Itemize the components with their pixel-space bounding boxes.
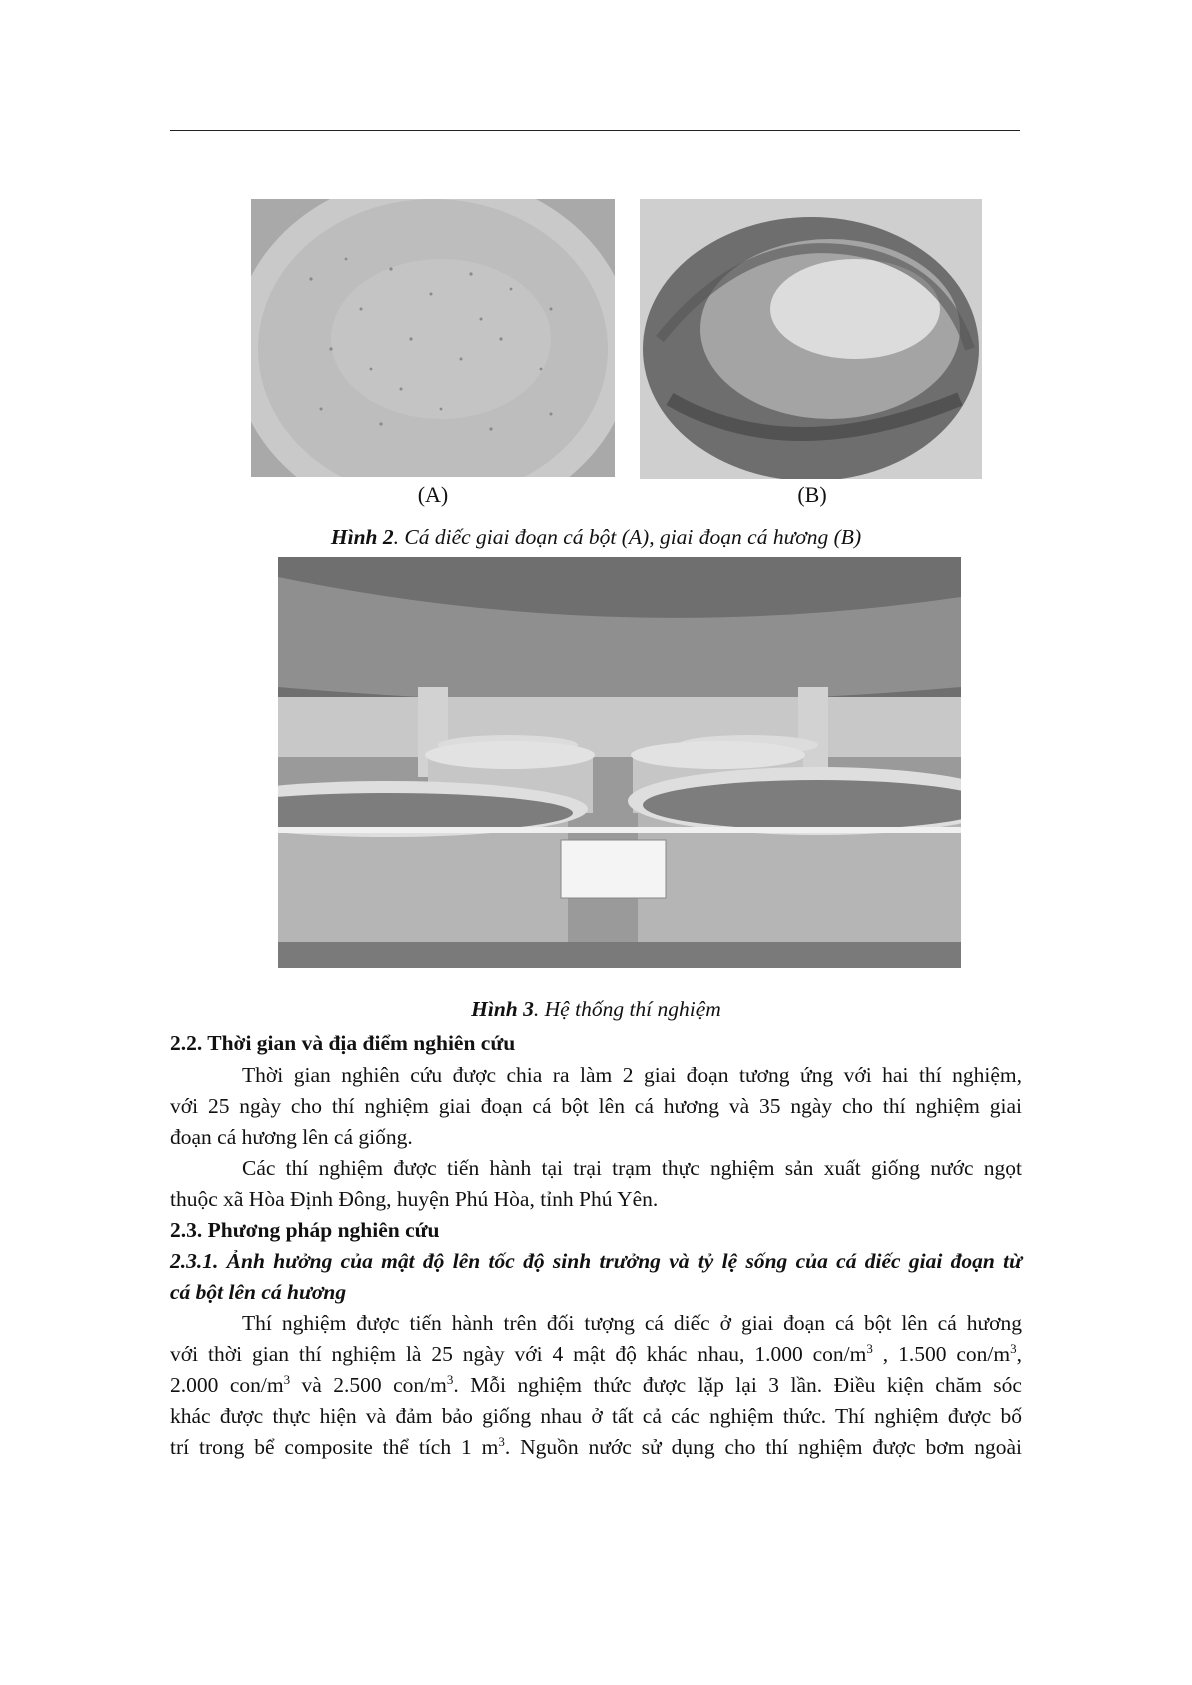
section-2-2-p2-line1: Các thí nghiệm được tiến hành tại trại trạm thực nghiệm sản xuất giống nước ngọt [242,1156,1022,1180]
figure3-caption-text: . Hệ thống thí nghiệm [533,997,721,1021]
section-2-3-line5: trí trong bể composite thể tích 1 $m^3$. Nguồn nước sử dụng cho thí nghiệm được bơm ngoài [170,1433,1023,1459]
section-2-2-p1-line3: đoạn cá hương lên cá giống. [170,1125,413,1149]
figure2-label-b: (B) [797,482,827,507]
section-2-3-heading: 2.3. Phương pháp nghiên cứu [170,1218,440,1242]
figure2-caption [0,525,1192,550]
figure3-caption [0,997,1192,1022]
photo-fry-stage [251,199,615,477]
figure2-label-a: (A) [417,482,449,507]
photo-experiment-system [278,557,961,968]
subsection-2-3-1-line1: 2.3.1. Ảnh hưởng của mật độ lên tốc độ sinh trưởng và tỷ lệ sống của cá diếc giai đoạn từ [170,1249,1022,1273]
section-2-2-p1-line2: với 25 ngày cho thí nghiệm giai đoạn cá bột lên cá hương và 35 ngày cho thí nghiệm giai [170,1094,1022,1118]
figure3-caption-number: Hình 3 [471,997,534,1021]
subsection-2-3-1-line2: cá bột lên cá hương [170,1280,347,1304]
section-2-2-heading: 2.2. Thời gian và địa điểm nghiên cứu [170,1031,516,1055]
section-2-2-p2-line2: thuộc xã Hòa Định Đông, huyện Phú Hòa, tỉnh Phú Yên. [170,1187,659,1211]
section-2-2-p1-line1: Thời gian nghiên cứu được chia ra làm 2 giai đoạn tương ứng với hai thí nghiệm, [242,1063,1022,1087]
photo-fingerling-stage [640,199,982,479]
section-2-3-line1: Thí nghiệm được tiến hành trên đối tượng cá diếc ở giai đoạn cá bột lên cá hương [242,1311,1022,1335]
section-2-3-line4: khác được thực hiện và đảm bảo giống nhau ở tất cả các nghiệm thức. Thí nghiệm được bố [170,1404,1022,1428]
header-rule [170,130,1020,131]
section-2-3-line3: 2.000 con/$m^3$ và 2.500 con/$m^3$. Mỗi nghiệm thức được lặp lại 3 lần. Điều kiện chăm sóc [170,1371,1022,1397]
figure2-caption-number: Hình 2 [330,525,394,549]
figure2-caption-text: . Cá diếc giai đoạn cá bột (A), giai đoạn cá hương (B) [393,525,862,549]
section-2-3-line2: với thời gian thí nghiệm là 25 ngày với 4 mật độ khác nhau, 1.000 con/$m^3$ , 1.500 con/$m^3$, [170,1340,1022,1366]
